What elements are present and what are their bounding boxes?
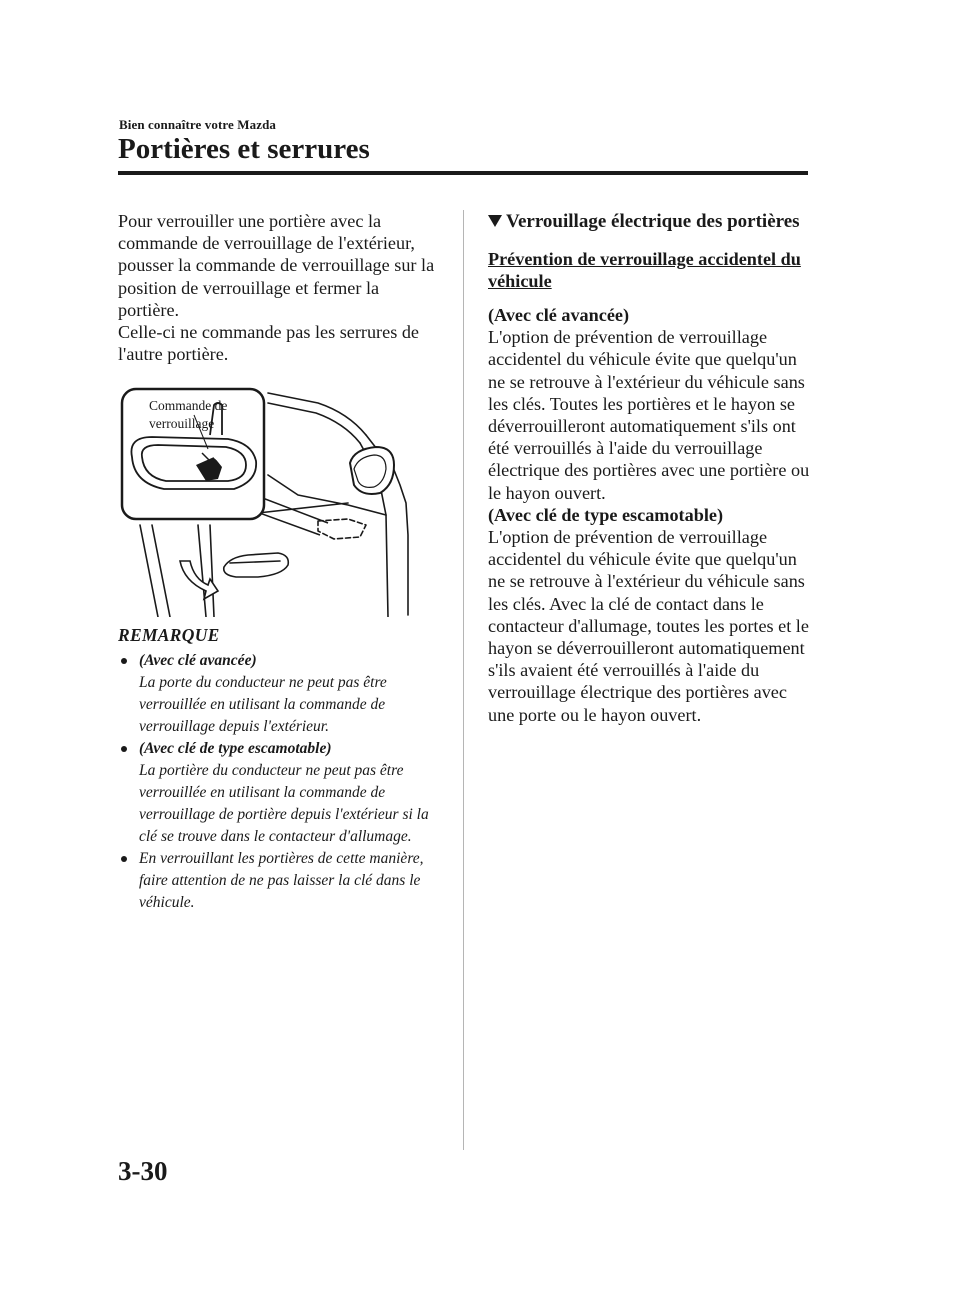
section-heading-text: Verrouillage électrique des portières — [506, 211, 800, 232]
intro-paragraph-2: Celle-ci ne commande pas les serrures de l'autre portière. — [118, 322, 419, 365]
bullet-icon — [121, 746, 127, 752]
note-text: La porte du conducteur ne peut pas être verrouillée en utilisant la commande de verrouillage depuis l'extérieur. — [139, 674, 387, 736]
section-heading — [488, 210, 810, 234]
right-column — [488, 210, 810, 726]
bullet-icon — [121, 658, 127, 664]
note-heading: REMARQUE — [118, 625, 220, 646]
note-text: En verrouillant les portières de cette manière, faire attention de ne pas laisser la clé dans le véhicule. — [139, 850, 424, 912]
door-lock-figure — [118, 385, 418, 617]
page-number: 3-30 — [118, 1156, 168, 1186]
figure-callout-label: Commande de verrouillage — [149, 398, 228, 432]
note-label: (Avec clé avancée) — [139, 652, 257, 670]
section-label: Bien connaître votre Mazda — [119, 117, 277, 132]
note-item — [118, 848, 440, 914]
underlined-subheading: Prévention de verrouillage accidentel du véhicule — [488, 249, 801, 291]
note-list — [118, 650, 440, 914]
retractable-key-paragraph: L'option de prévention de verrouillage accidentel du véhicule évite que quelqu'un ne se retrouve à l'extérieur du véhicule sans les clés. Avec la clé de contact dans le contacteur d'allumage, toutes les portes et le hayon se déverrouilleront automatiquement s'ils avaient été verrouillés à l'aide du verrouillage électrique des portières avec une porte ou le hayon ouvert. — [488, 527, 809, 725]
note-item — [118, 650, 440, 738]
note-item — [118, 738, 440, 848]
note-text: La portière du conducteur ne peut pas être verrouillée en utilisant la commande de verrouillage de portière depuis l'extérieur si la clé se trouve dans le contacteur d'allumage. — [139, 762, 429, 846]
column-divider — [463, 210, 464, 1150]
advanced-key-paragraph: L'option de prévention de verrouillage accidentel du véhicule évite que quelqu'un ne se retrouve à l'extérieur du véhicule sans les clés. Toutes les portières et le hayon se déverrouilleront automatiquement s'ils ont été verrouillés à l'aide du verrouillage électrique des portières avec une portière ou le hayon ouvert. — [488, 327, 810, 503]
left-column — [118, 210, 440, 914]
page-title: Portières et serrures — [118, 133, 370, 165]
title-rule — [118, 171, 808, 175]
retractable-key-label: (Avec clé de type escamotable) — [488, 504, 723, 525]
advanced-key-label: (Avec clé avancée) — [488, 305, 630, 325]
bullet-icon — [121, 856, 127, 862]
triangle-down-icon — [488, 215, 502, 227]
intro-paragraph: Pour verrouiller une portière avec la commande de verrouillage de l'extérieur, pousser la commande de verrouillage sur la position de verrouillage et fermer la portière. — [118, 211, 435, 320]
note-label: (Avec clé de type escamotable) — [139, 740, 332, 758]
